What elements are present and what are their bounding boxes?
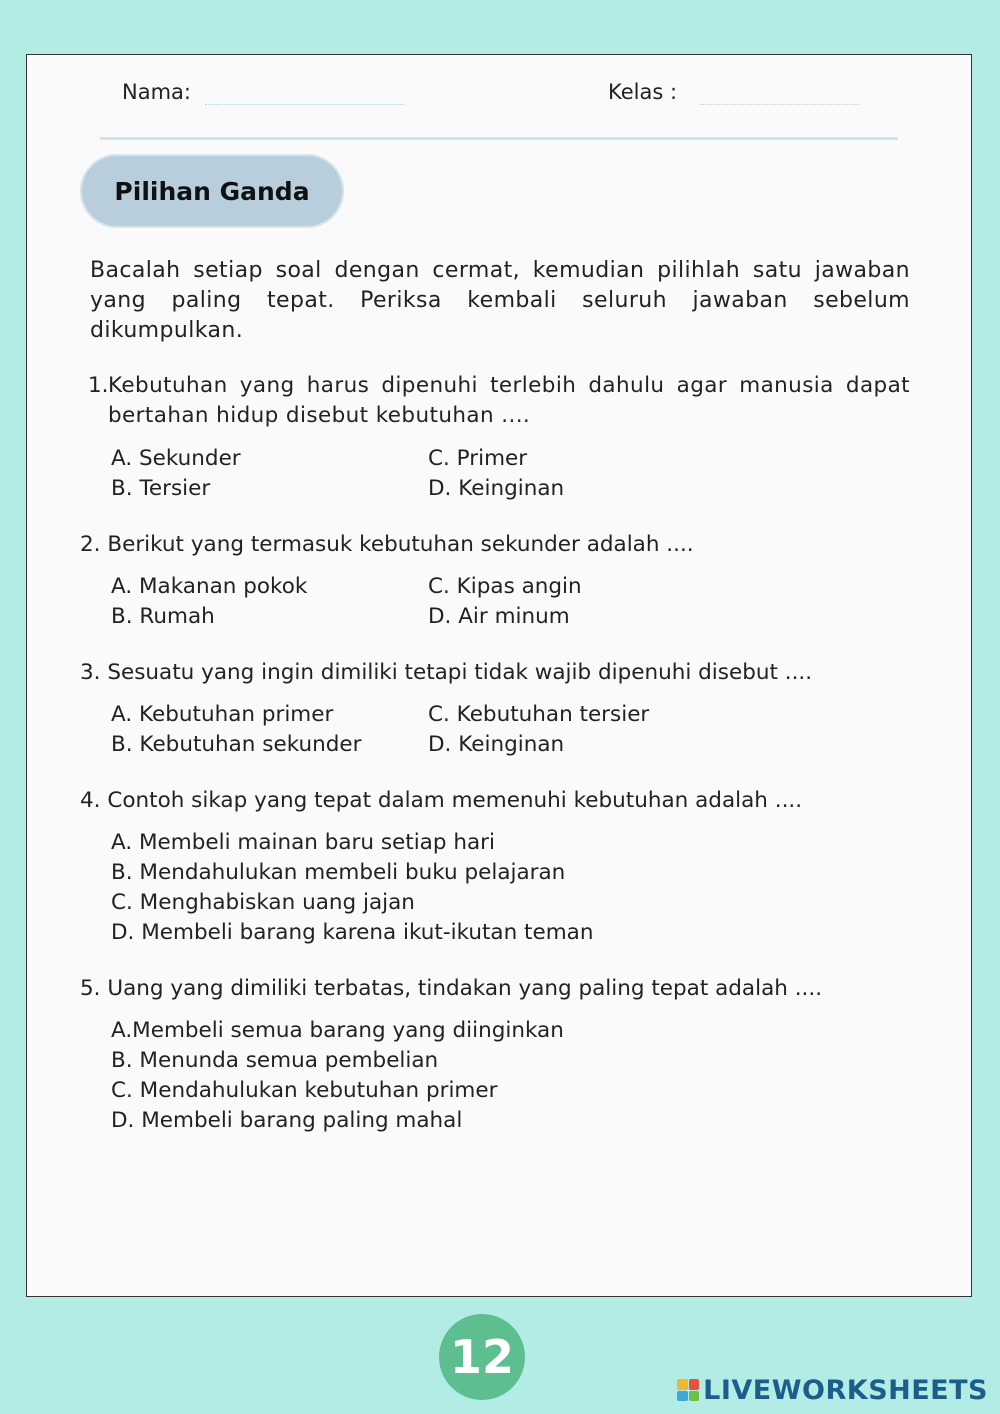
instruction-text: Bacalah setiap soal dengan cermat, kemudian pilihlah satu jawaban yang paling tepat. Periksa kembali seluruh jawaban sebelum dikumpulkan. (90, 258, 910, 343)
q1-option-d[interactable]: D. Keinginan (428, 476, 565, 501)
question-1-number: 1. (88, 373, 109, 398)
q4-option-a[interactable]: A. Membeli mainan baru setiap hari (111, 830, 495, 855)
q5-option-d[interactable]: D. Membeli barang paling mahal (111, 1108, 463, 1133)
section-title: Pilihan Ganda (80, 154, 344, 228)
question-1-text: Kebutuhan yang harus dipenuhi terlebih dahulu agar manusia dapat bertahan hidup disebut kebutuhan .... (108, 373, 910, 428)
question-3-text: 3. Sesuatu yang ingin dimiliki tetapi tidak wajib dipenuhi disebut .... (80, 660, 813, 685)
brand-name: LIVEWORKSHEETS (703, 1374, 988, 1406)
q2-option-b[interactable]: B. Rumah (111, 604, 215, 629)
name-input-line[interactable] (205, 104, 405, 105)
q5-option-a[interactable]: A.Membeli semua barang yang diinginkan (111, 1018, 564, 1043)
header-divider (100, 137, 898, 140)
q2-option-d[interactable]: D. Air minum (428, 604, 570, 629)
q5-option-b[interactable]: B. Menunda semua pembelian (111, 1048, 439, 1073)
question-1 (88, 371, 910, 431)
name-label: Nama: (122, 80, 191, 104)
q5-option-c[interactable]: C. Mendahulukan kebutuhan primer (111, 1078, 498, 1103)
q4-option-d[interactable]: D. Membeli barang karena ikut-ikutan teman (111, 920, 594, 945)
q1-option-b[interactable]: B. Tersier (111, 476, 211, 501)
question-4-text: 4. Contoh sikap yang tepat dalam memenuhi kebutuhan adalah .... (80, 788, 803, 813)
q3-option-a[interactable]: A. Kebutuhan primer (111, 702, 334, 727)
question-5-text: 5. Uang yang dimiliki terbatas, tindakan yang paling tepat adalah .... (80, 976, 823, 1001)
q1-option-c[interactable]: C. Primer (428, 446, 528, 471)
class-label: Kelas : (608, 80, 678, 104)
q1-option-a[interactable]: A. Sekunder (111, 446, 241, 471)
q3-option-b[interactable]: B. Kebutuhan sekunder (111, 732, 362, 757)
liveworksheets-logo-icon (677, 1379, 699, 1401)
q2-option-c[interactable]: C. Kipas angin (428, 574, 582, 599)
q3-option-d[interactable]: D. Keinginan (428, 732, 565, 757)
class-input-line[interactable] (700, 104, 860, 105)
q4-option-c[interactable]: C. Menghabiskan uang jajan (111, 890, 415, 915)
question-2-text: 2. Berikut yang termasuk kebutuhan sekunder adalah .... (80, 532, 694, 557)
page-number-badge: 12 (439, 1314, 525, 1400)
liveworksheets-brand (677, 1372, 988, 1408)
q2-option-a[interactable]: A. Makanan pokok (111, 574, 308, 599)
q4-option-b[interactable]: B. Mendahulukan membeli buku pelajaran (111, 860, 566, 885)
q3-option-c[interactable]: C. Kebutuhan tersier (428, 702, 650, 727)
